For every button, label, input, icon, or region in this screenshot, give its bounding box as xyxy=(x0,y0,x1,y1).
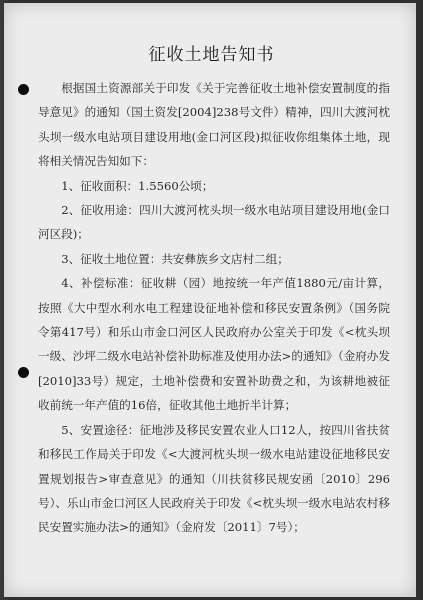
item-location: 3、征收土地位置：共安彝族乡文店村二组； xyxy=(61,251,289,266)
binder-hole-top xyxy=(18,84,29,95)
item-resettlement: 5、安置途径：征地涉及移民安置农业人口12人，按四川省扶贫和移民工作局关于印发《<大渡河枕头坝一级水电站建设征地移民安置规划报告>审查意见》的通知（川扶贫移民规安函〔2010〕296号）、乐山市金口河区人民政府关于印发《<枕头坝一级水电站农村移民安置实施办法>的通知》（金府发〔2011〕7号）； xyxy=(38,422,390,535)
document-body xyxy=(38,76,390,540)
binder-hole-bottom xyxy=(18,367,29,378)
item-purpose: 2、征收用途：四川大渡河枕头坝一级水电站项目建设用地(金口河区段)； xyxy=(38,203,390,242)
intro-paragraph: 根据国土资源部关于印发《关于完善征收土地补偿安置制度的指导意见》的通知（国土资发[2004]238号文件）精神，四川大渡河枕头坝一级水电站项目建设用地(金口河区段)拟征收你组集体土地，现将相关情况告知如下： xyxy=(38,81,390,169)
item-area: 1、征收面积：1.5560公顷； xyxy=(61,178,214,193)
document-title: 征收土地告知书 xyxy=(148,45,275,65)
item-compensation: 4、补偿标准：征收耕（园）地按统一年产值1880元/亩计算，按照《大中型水利水电工程建设征地补偿和移民安置条例》（国务院令第417号）和乐山市金口河区人民政府办公室关于印发《<枕头坝一级、沙坪二级水电站补偿补助标准及使用办法>的通知》（金府办发[2010]33号）规定，土地补偿费和安置补助费之和，为该耕地被征收前统一年产值的16倍，征收其他土地折半计算； xyxy=(38,276,390,413)
